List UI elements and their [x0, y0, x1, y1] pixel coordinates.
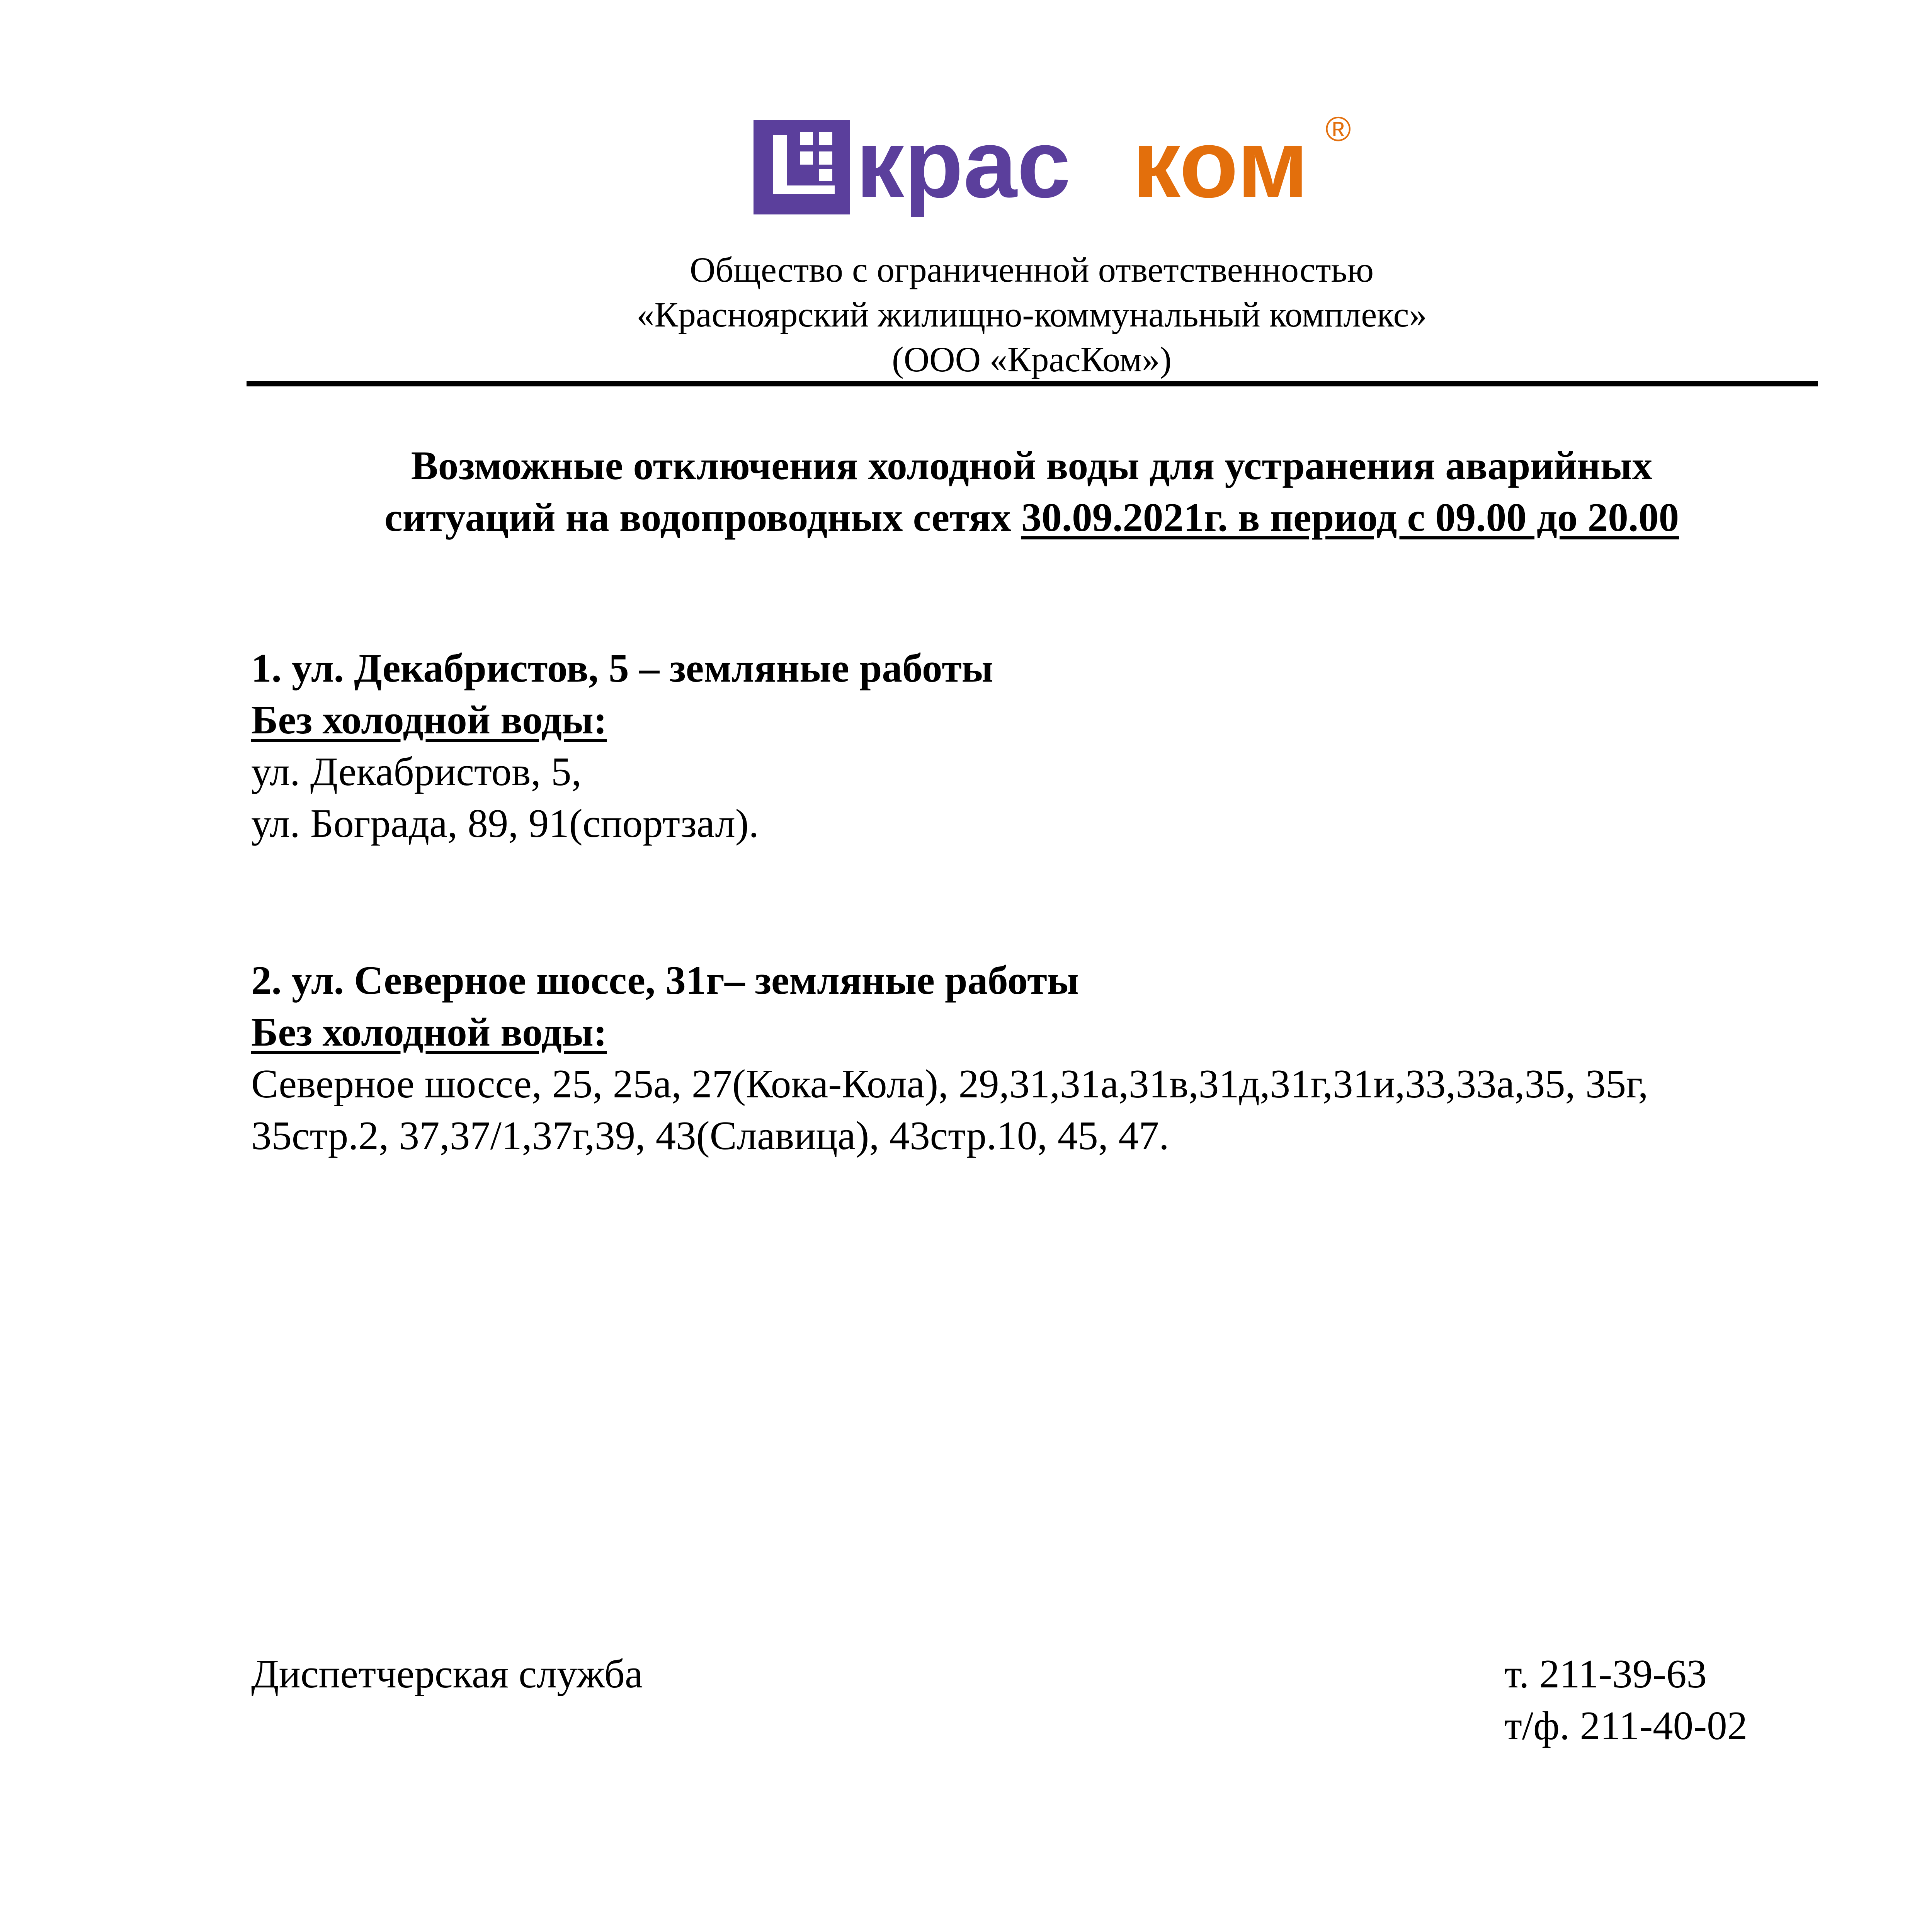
fax-number: т/ф. 211-40-02	[1504, 1703, 1748, 1748]
title-date-period: 30.09.2021г. в период с 09.00 до 20.00	[1021, 495, 1679, 540]
company-line-3: (ООО «КрасКом»)	[892, 340, 1172, 379]
company-line-2: «Красноярский жилищно-коммунальный комплекс»	[636, 295, 1427, 334]
building-icon	[754, 120, 850, 214]
address-line: ул. Декабристов, 5,	[251, 749, 582, 794]
dispatch-service-label: Диспетчерская служба	[251, 1651, 643, 1696]
document-title	[0, 440, 1917, 543]
company-header	[0, 247, 1917, 382]
outage-section-2	[251, 954, 1835, 1162]
section-heading: 2. ул. Северное шоссе, 31г– земляные работы	[251, 957, 1079, 1003]
phone-number: т. 211-39-63	[1504, 1651, 1707, 1696]
address-line: Северное шоссе, 25, 25а, 27(Кока-Кола), 29,31,31а,31в,31д,31г,31и,33,33а,35, 35г,	[251, 1061, 1648, 1106]
outage-section-1	[251, 642, 1835, 849]
address-line: 35стр.2, 37,37/1,37г,39, 43(Славица), 43стр.10, 45, 47.	[251, 1113, 1169, 1158]
logo-wordmark-part1: крас	[856, 110, 1071, 218]
header-divider	[247, 381, 1818, 386]
title-line-1: Возможные отключения холодной воды для устранения аварийных	[411, 443, 1653, 488]
address-line: ул. Бограда, 89, 91(спортзал).	[251, 801, 759, 846]
kraskom-logo	[746, 104, 1372, 232]
section-subheading: Без холодной воды:	[251, 697, 607, 742]
logo-wordmark-part2: ком	[1132, 110, 1309, 218]
contact-phones	[1504, 1648, 1747, 1752]
company-line-1: Общество с ограниченной ответственностью	[689, 250, 1374, 289]
section-subheading: Без холодной воды:	[251, 1009, 607, 1054]
title-line-2-prefix: ситуаций на водопроводных сетях	[384, 495, 1021, 540]
section-heading: 1. ул. Декабристов, 5 – земляные работы	[251, 645, 993, 690]
registered-mark-icon: ®	[1325, 110, 1351, 149]
